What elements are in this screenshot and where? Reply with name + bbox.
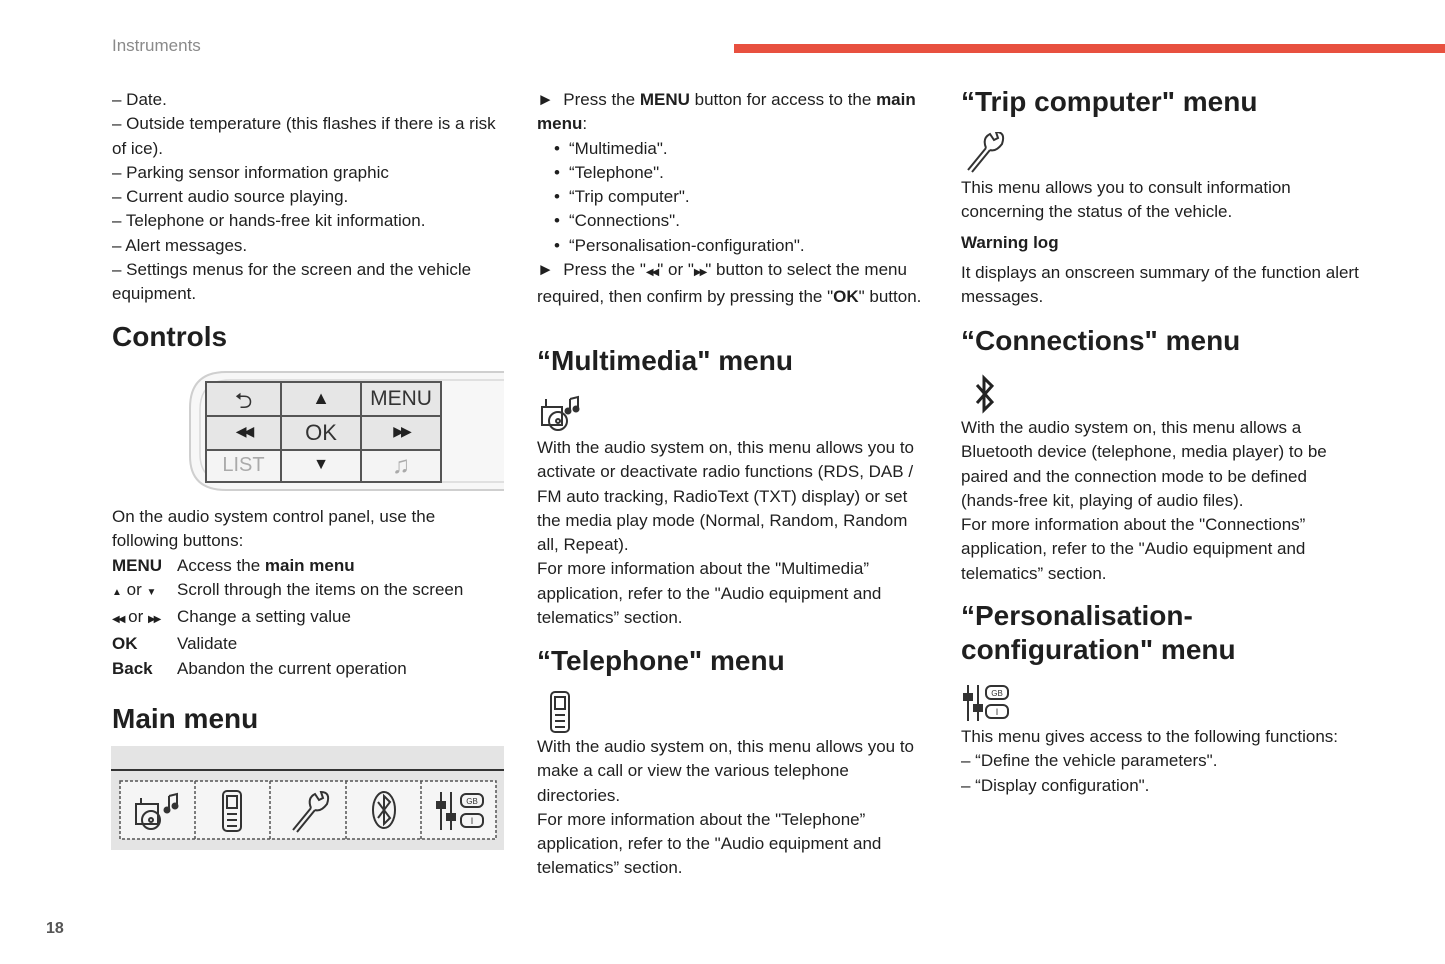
warning-log-heading: Warning log bbox=[961, 232, 1059, 252]
select-instruction: ► Press the "◀◀" or "▶▶" button to select the menu required, then confirm by pressing the "OK" button. bbox=[537, 260, 922, 307]
list-item: – Telephone or hands-free kit information. bbox=[112, 211, 426, 231]
prev-button: ◀◀ bbox=[235, 423, 252, 439]
down-button: ▼ bbox=[313, 456, 329, 473]
telephone-more: For more information about the "Telephone” application, refer to the "Audio equipment and telematics” section. bbox=[537, 809, 882, 878]
trip-computer-text: This menu allows you to consult information concerning the status of the vehicle. bbox=[961, 178, 1291, 222]
telephone-heading: “Telephone" menu bbox=[537, 645, 785, 676]
svg-text:GB: GB bbox=[991, 689, 1003, 698]
button-row-menu: MENU Access the main menu bbox=[112, 555, 355, 575]
trip-computer-section bbox=[961, 176, 1361, 309]
controls-heading: Controls bbox=[112, 321, 228, 352]
wrench-icon bbox=[964, 132, 1006, 174]
list-item: – Current audio source playing. bbox=[112, 187, 349, 207]
list-item: – “Display configuration". bbox=[961, 775, 1150, 795]
list-button: LIST bbox=[222, 454, 265, 476]
list-item: • “Connections". bbox=[537, 209, 927, 233]
main-menu-illustration bbox=[111, 746, 504, 850]
ok-button: OK bbox=[305, 420, 337, 445]
connections-text: With the audio system on, this menu allows a Bluetooth device (telephone, media player) to be paired and the connection mode to be defined (hands-free kit, playing of audio files). bbox=[961, 418, 1327, 510]
svg-text:I: I bbox=[995, 707, 999, 717]
rewind-icon: ◀◀ bbox=[645, 267, 658, 279]
button-row-change: ◀◀ or ▶▶ Change a setting value bbox=[112, 607, 351, 627]
list-item: – Alert messages. bbox=[112, 235, 248, 255]
telephone-icon bbox=[548, 690, 572, 736]
personalisation-section bbox=[961, 725, 1361, 798]
trip-computer-heading: “Trip computer" menu bbox=[961, 86, 1258, 117]
back-button: ⮌ bbox=[234, 388, 253, 413]
section-header: Instruments bbox=[112, 36, 201, 55]
menu-button: MENU bbox=[370, 387, 432, 410]
forward-icon: ▶▶ bbox=[147, 614, 160, 626]
connections-heading: “Connections" menu bbox=[961, 325, 1241, 356]
personalisation-heading-line1: “Personalisation- bbox=[961, 600, 1193, 631]
connections-more: For more information about the "Connections” application, refer to the "Audio equipment and telematics” section. bbox=[961, 515, 1306, 583]
page-number: 18 bbox=[46, 920, 64, 937]
multimedia-section bbox=[537, 436, 929, 630]
telephone-section bbox=[537, 735, 929, 881]
list-item: – Settings menus for the screen and the vehicle equipment. bbox=[112, 260, 472, 304]
list-item: • “Multimedia". bbox=[537, 137, 927, 161]
list-item: – Outside temperature (this flashes if there is a risk of ice). bbox=[112, 114, 496, 158]
down-arrow-icon: ▼ bbox=[146, 586, 157, 598]
personalisation-heading-line2: configuration" menu bbox=[961, 634, 1236, 665]
bluetooth-icon bbox=[972, 374, 998, 414]
menu-intro: ► Press the MENU button for access to the main menu: bbox=[537, 90, 916, 134]
personalisation-icon bbox=[962, 683, 1012, 723]
menu-access-instructions bbox=[537, 88, 927, 310]
main-menu-heading: Main menu bbox=[112, 703, 259, 734]
svg-text:GB: GB bbox=[466, 797, 478, 806]
multimedia-heading: “Multimedia" menu bbox=[537, 345, 793, 376]
svg-text:I: I bbox=[470, 816, 474, 826]
multimedia-text: With the audio system on, this menu allows you to activate or deactivate radio functions (RDS, DAB / FM auto tracking, RadioText (TXT) display) or set the media play mode (Normal, Random, Random all, Repeat). bbox=[537, 438, 915, 555]
personalisation-text: This menu gives access to the following functions: bbox=[961, 727, 1339, 746]
list-item: • “Personalisation-configuration". bbox=[537, 234, 927, 258]
button-row-ok: OK Validate bbox=[112, 634, 238, 654]
warning-log-text: It displays an onscreen summary of the function alert messages. bbox=[961, 262, 1359, 307]
feature-list bbox=[112, 88, 504, 307]
next-button: ▶▶ bbox=[393, 423, 409, 439]
header-accent-bar bbox=[734, 44, 1445, 53]
up-button: ▲ bbox=[312, 388, 330, 408]
multimedia-more: For more information about the "Multimedia” application, refer to the "Audio equipment and telematics” section. bbox=[537, 559, 882, 628]
telephone-text: With the audio system on, this menu allows you to make a call or view the various telephone directories. bbox=[537, 737, 915, 805]
controls-description bbox=[112, 505, 504, 681]
music-note-icon: ♫ bbox=[392, 452, 410, 479]
list-item: – Parking sensor information graphic bbox=[112, 162, 389, 182]
rewind-icon: ◀◀ bbox=[112, 614, 124, 626]
controls-intro: On the audio system control panel, use the following buttons: bbox=[112, 507, 436, 551]
button-row-back: Back Abandon the current operation bbox=[112, 658, 407, 678]
up-arrow-icon: ▲ bbox=[112, 586, 122, 598]
connections-section bbox=[961, 416, 1361, 586]
multimedia-icon bbox=[538, 393, 584, 433]
control-panel-illustration bbox=[186, 368, 504, 494]
list-item: • “Telephone". bbox=[537, 161, 927, 185]
forward-icon: ▶▶ bbox=[693, 267, 706, 279]
list-item: • “Trip computer". bbox=[537, 185, 927, 209]
list-item: – Date. bbox=[112, 90, 167, 109]
list-item: – “Define the vehicle parameters". bbox=[961, 751, 1218, 771]
button-row-scroll: ▲ or ▼ Scroll through the items on the screen bbox=[112, 579, 464, 599]
